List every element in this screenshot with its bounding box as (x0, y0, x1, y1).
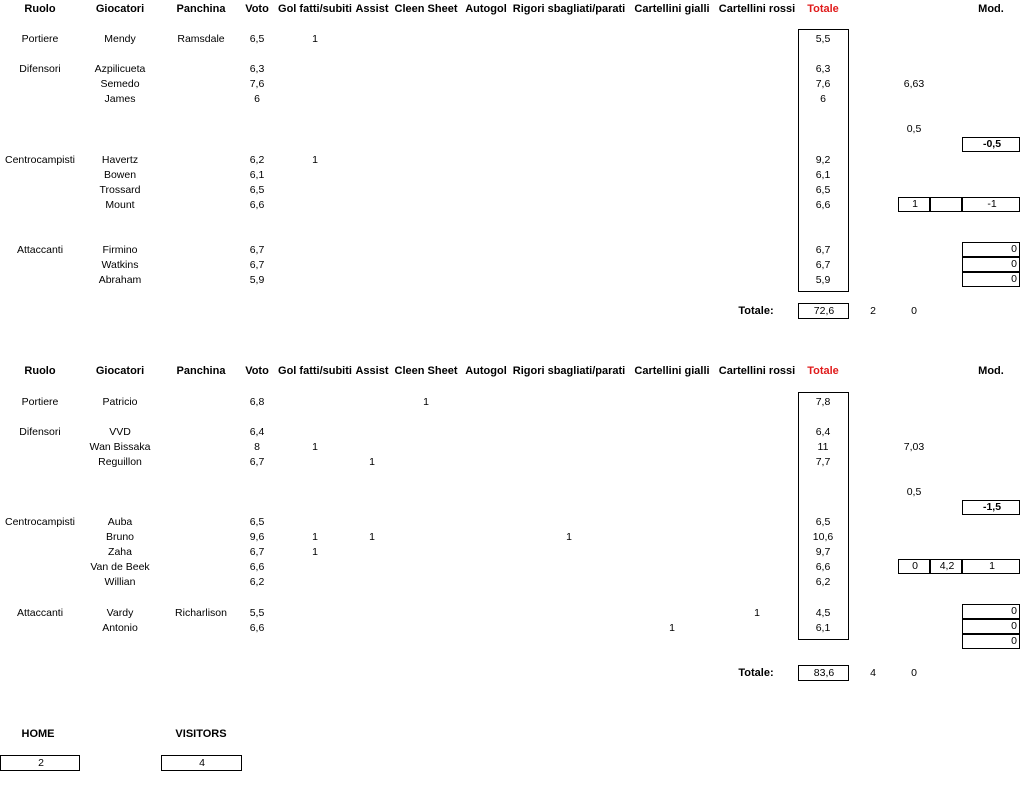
player-gol: 1 (312, 546, 318, 558)
player-name: Wan Bissaka (89, 441, 151, 453)
player-bench: Richarlison (175, 607, 227, 619)
header-mod: Mod. (978, 3, 1004, 15)
defense-average: 6,63 (903, 78, 925, 90)
player-voto: 6,1 (249, 169, 265, 181)
player-totale: 6,4 (815, 426, 831, 438)
player-name: Vardy (106, 607, 134, 619)
player-name: Firmino (102, 244, 138, 256)
header-gialli: Cartellini gialli (634, 365, 710, 377)
header-gialli: Cartellini gialli (634, 3, 710, 15)
player-name: Mount (105, 199, 135, 211)
player-name: Trossard (99, 184, 141, 196)
player-name: Van de Beek (90, 561, 150, 573)
player-totale: 5,9 (815, 274, 831, 286)
player-voto: 6,2 (249, 154, 265, 166)
totale-sum-value: 83,6 (813, 667, 835, 679)
player-gol: 1 (312, 33, 318, 45)
player-totale: 6,5 (815, 516, 831, 528)
goals-value: 2 (870, 305, 876, 317)
player-voto: 6,5 (249, 516, 265, 528)
player-bench: Ramsdale (177, 33, 225, 45)
player-voto: 6,8 (249, 396, 265, 408)
visitors-label: VISITORS (175, 728, 227, 740)
totale-label: Totale: (738, 667, 774, 679)
header-rossi: Cartellini rossi (718, 3, 796, 15)
totale-sum-cell[interactable] (798, 303, 849, 319)
home-label: HOME (21, 728, 55, 740)
player-totale: 7,7 (815, 456, 831, 468)
midfield-a-cell[interactable] (898, 559, 930, 574)
attack-mod-value: 0 (1011, 635, 1017, 647)
role-label: Difensori (19, 426, 61, 438)
player-voto: 6,5 (249, 184, 265, 196)
mid-a-value: 0 (912, 560, 918, 572)
attack-mod-cell[interactable] (962, 272, 1020, 287)
defense-mod-value: -0,5 (982, 138, 1002, 150)
midfield-a-cell[interactable] (898, 197, 930, 212)
player-name: Mendy (104, 33, 136, 45)
player-totale: 7,6 (815, 78, 831, 90)
player-assist: 1 (369, 456, 375, 468)
player-voto: 6,5 (249, 33, 265, 45)
midfield-mod-cell[interactable] (962, 197, 1020, 212)
player-voto: 5,5 (249, 607, 265, 619)
defense-mod-cell[interactable] (962, 500, 1020, 515)
player-gol: 1 (312, 441, 318, 453)
header-rossi: Cartellini rossi (718, 365, 796, 377)
player-name: VVD (109, 426, 131, 438)
player-voto: 6,6 (249, 561, 265, 573)
attack-mod-cell[interactable] (962, 257, 1020, 272)
visitors-score-cell[interactable] (161, 755, 242, 771)
player-name: Bowen (103, 169, 137, 181)
player-name: Antonio (102, 622, 138, 634)
player-gol: 1 (312, 531, 318, 543)
midfield-b-cell[interactable] (930, 559, 962, 574)
extra-value: 0 (911, 305, 917, 317)
role-label: Portiere (21, 396, 59, 408)
totale-sum-cell[interactable] (798, 665, 849, 681)
attack-mod-value: 0 (1011, 273, 1017, 285)
midfield-mod-cell[interactable] (962, 559, 1020, 574)
player-name: Watkins (101, 259, 139, 271)
player-voto: 6,6 (249, 622, 265, 634)
player-name: James (104, 93, 136, 105)
header-autogol: Autogol (465, 365, 507, 377)
attack-mod-cell[interactable] (962, 604, 1020, 619)
header-gol: Gol fatti/subiti (278, 365, 352, 377)
goals-value: 4 (870, 667, 876, 679)
player-totale: 6,3 (815, 63, 831, 75)
player-voto: 6,2 (249, 576, 265, 588)
defense-average: 7,03 (903, 441, 925, 453)
player-voto: 6 (254, 93, 260, 105)
player-cs: 1 (423, 396, 429, 408)
player-rigori: 1 (566, 531, 572, 543)
player-assist: 1 (369, 531, 375, 543)
mid-a-value: 1 (912, 198, 918, 210)
home-score: 2 (38, 757, 44, 769)
header-assist: Assist (355, 365, 389, 377)
player-totale: 9,7 (815, 546, 831, 558)
player-name: Zaha (108, 546, 132, 558)
attack-mod-value: 0 (1011, 258, 1017, 270)
header-assist: Assist (355, 3, 389, 15)
visitors-score: 4 (199, 757, 205, 769)
player-gialli: 1 (669, 622, 675, 634)
home-score-cell[interactable] (0, 755, 80, 771)
player-name: Reguillon (98, 456, 142, 468)
attack-mod-cell[interactable] (962, 242, 1020, 257)
mid-mod-value: -1 (987, 198, 997, 210)
header-panchina: Panchina (176, 3, 226, 15)
header-totale: Totale (807, 3, 839, 15)
player-totale: 6,6 (815, 199, 831, 211)
player-voto: 6,7 (249, 244, 265, 256)
player-totale: 9,2 (815, 154, 831, 166)
header-rigori: Rigori sbagliati/parati (512, 365, 626, 377)
player-totale: 6,1 (815, 169, 831, 181)
mid-b-value: 4,2 (939, 560, 955, 572)
attack-mod-cell[interactable] (962, 634, 1020, 649)
header-voto: Voto (245, 365, 269, 377)
header-rigori: Rigori sbagliati/parati (512, 3, 626, 15)
player-voto: 8 (254, 441, 260, 453)
header-giocatori: Giocatori (95, 3, 145, 15)
player-name: Willian (104, 576, 136, 588)
role-label: Portiere (21, 33, 59, 45)
header-panchina: Panchina (176, 365, 226, 377)
defense-mod-value: -1,5 (982, 501, 1002, 513)
header-totale: Totale (807, 365, 839, 377)
totale-label: Totale: (738, 305, 774, 317)
player-voto: 6,3 (249, 63, 265, 75)
player-name: Havertz (101, 154, 139, 166)
player-name: Patricio (102, 396, 138, 408)
player-voto: 6,7 (249, 259, 265, 271)
player-totale: 6 (820, 93, 826, 105)
player-name: Semedo (100, 78, 140, 90)
player-voto: 6,7 (249, 546, 265, 558)
midfield-b-cell[interactable] (930, 197, 962, 212)
player-voto: 5,9 (249, 274, 265, 286)
header-autogol: Autogol (465, 3, 507, 15)
extra-value: 0 (911, 667, 917, 679)
attack-mod-value: 0 (1011, 620, 1017, 632)
header-clean-sheet: Cleen Sheet (394, 365, 458, 377)
role-label: Difensori (19, 63, 61, 75)
header-mod: Mod. (978, 365, 1004, 377)
player-name: Abraham (98, 274, 142, 286)
header-ruolo: Ruolo (24, 365, 56, 377)
player-voto: 6,7 (249, 456, 265, 468)
header-ruolo: Ruolo (24, 3, 56, 15)
player-totale: 6,1 (815, 622, 831, 634)
attack-mod-value: 0 (1011, 605, 1017, 617)
header-gol: Gol fatti/subiti (278, 3, 352, 15)
bonus-value: 0,5 (906, 123, 922, 135)
player-totale: 6,6 (815, 561, 831, 573)
player-name: Auba (107, 516, 133, 528)
player-totale: 6,5 (815, 184, 831, 196)
player-voto: 6,4 (249, 426, 265, 438)
role-label: Attaccanti (16, 244, 64, 256)
role-label: Attaccanti (16, 607, 64, 619)
player-totale: 5,5 (815, 33, 831, 45)
player-gol: 1 (312, 154, 318, 166)
header-clean-sheet: Cleen Sheet (394, 3, 458, 15)
attack-mod-cell[interactable] (962, 619, 1020, 634)
player-totale: 6,7 (815, 259, 831, 271)
player-totale: 6,7 (815, 244, 831, 256)
player-totale: 7,8 (815, 396, 831, 408)
player-voto: 9,6 (249, 531, 265, 543)
player-name: Bruno (105, 531, 135, 543)
attack-mod-value: 0 (1011, 243, 1017, 255)
player-rossi: 1 (754, 607, 760, 619)
header-voto: Voto (245, 3, 269, 15)
header-giocatori: Giocatori (95, 365, 145, 377)
player-name: Azpilicueta (94, 63, 146, 75)
defense-mod-cell[interactable] (962, 137, 1020, 152)
totale-sum-value: 72,6 (813, 305, 835, 317)
player-voto: 7,6 (249, 78, 265, 90)
player-voto: 6,6 (249, 199, 265, 211)
player-totale: 6,2 (815, 576, 831, 588)
player-totale: 11 (817, 441, 829, 453)
mid-mod-value: 1 (989, 560, 995, 572)
player-totale: 4,5 (815, 607, 831, 619)
role-label: Centrocampisti (4, 154, 76, 166)
role-label: Centrocampisti (4, 516, 76, 528)
bonus-value: 0,5 (906, 486, 922, 498)
player-totale: 10,6 (812, 531, 834, 543)
